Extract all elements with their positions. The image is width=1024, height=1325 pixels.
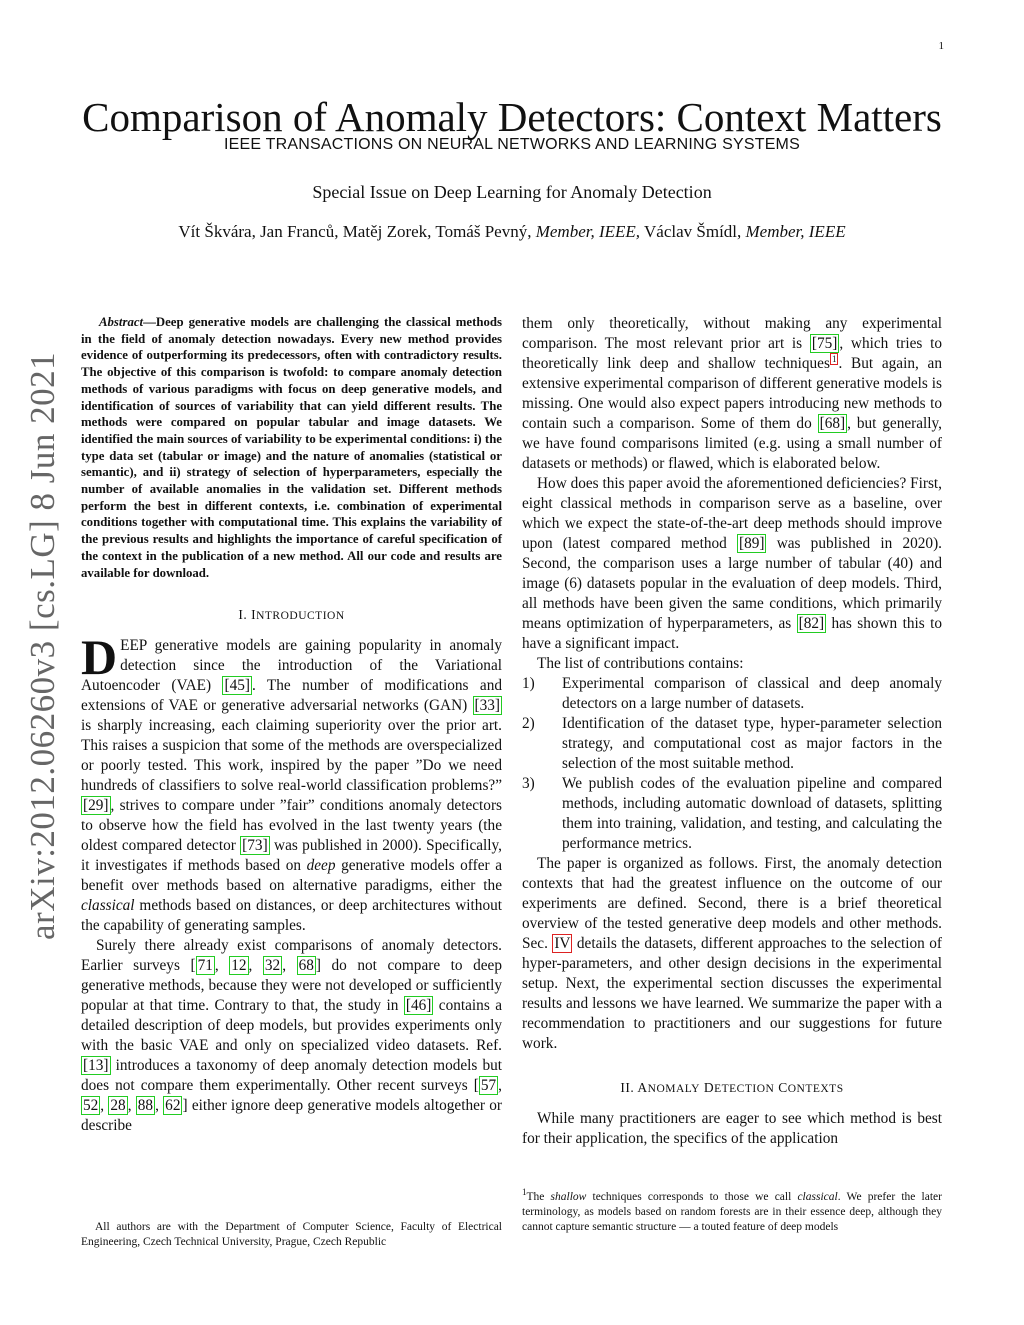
contribution-text: Identification of the dataset type, hyper-parameter selection strategy, and computational cost as major factors in the selection of the most suitable method. — [562, 715, 942, 772]
footnote-c: . We prefer the later terminology, as models based on random forests are in their essence deep, although they cannot capture semantic structure — a touted feature of deep models — [522, 1191, 942, 1233]
citation-link[interactable]: 28 — [110, 1097, 126, 1115]
footnote-classical: classical — [797, 1191, 838, 1203]
citation-link[interactable]: 12 — [231, 957, 247, 975]
contribution-text: Experimental comparison of classical and deep anomaly detectors on a large number of datasets. — [562, 675, 942, 712]
intro-p1-a: EEP generative models are gaining popularity in anomaly detection since the introduction of the Variational Autoencoder (VAE) — [81, 637, 502, 695]
intro-p1-c: is sharply increasing, each claiming superiority over the prior art. This raises a suspicion that some of the methods are overspecialized or poorly tested. This work, inspired by the paper ”Do we need hundreds of classifiers to solve real-world classification problems?” — [81, 717, 502, 795]
citation-link[interactable]: [82] — [798, 615, 825, 632]
authors-role2: Member, IEEE — [745, 222, 846, 241]
section2-numeral: II. — [620, 1080, 635, 1095]
intro-p1-b: . The number of modifications and extensions of VAE or generative adversarial networks (GAN) — [81, 677, 502, 715]
contribution-item — [522, 674, 942, 714]
citation-link[interactable]: [68] — [819, 415, 846, 432]
footnote-mark: 1 — [522, 1187, 527, 1198]
paper-title: Comparison of Anomaly Detectors: Context Matters — [82, 94, 942, 140]
intro-p1-deep: deep — [306, 857, 336, 875]
right-p1-d: , but generally, we have found comparisons limited (e.g. using a small number of datasets or methods) or flawed, which is elaborated below. — [522, 415, 942, 472]
section-anomaly-contexts-heading — [522, 1078, 942, 1099]
journal-name: IEEE TRANSACTIONS ON NEURAL NETWORKS AND LEARNING SYSTEMS — [224, 136, 800, 153]
citation-link[interactable]: 88 — [137, 1097, 154, 1115]
section-reference-link[interactable]: IV — [554, 935, 571, 952]
section2-cap2: D — [703, 1080, 715, 1095]
contributions-intro: The list of contributions contains: — [537, 655, 744, 672]
intro-p2-e: either ignore deep generative models altogether or describe — [81, 1097, 502, 1135]
citation-link[interactable]: 57 — [480, 1077, 497, 1095]
contribution-number: 1) — [522, 675, 535, 692]
authors-role1: Member, IEEE, — [535, 222, 641, 241]
citation-link[interactable]: [13] — [83, 1057, 109, 1075]
right-p2-b: was published in 2020). Second, the comparison uses a large number of tabular (40) and image (6) datasets popular in the evaluation of deep models. Third, all methods have been given the same conditions, which primarily means optimization of hyperparameters, as — [522, 535, 942, 632]
right-p1-c: . But again, an extensive experimental comparison of different generative models is missing. One would also expect papers introducing new methods to contain such a comparison. Some of them do — [522, 355, 942, 432]
section1-rest: NTRODUCTION — [256, 610, 345, 623]
citation-link[interactable]: 68 — [298, 957, 314, 975]
affiliation-footnote: All authors are with the Department of Computer Science, Faculty of Electrical Engineering, Czech Technical University, Prague, Czech Republic — [81, 1221, 502, 1248]
citation-link[interactable]: 62 — [165, 1097, 181, 1115]
section2-rest2: ETECTION — [714, 1083, 775, 1095]
intro-p2-c: contains a detailed description of deep models, but provides experiments only with the basic VAE and only on specialized video datasets. Ref. — [81, 997, 502, 1055]
right-paragraph-1 — [522, 314, 942, 474]
right-paragraph-2 — [522, 474, 942, 654]
abstract-text: —Deep generative models are challenging the classical methods in the field of anomaly detection nowadays. Every new method provides evidence of outperforming its predecessors, often with contradictory results. The objective of this comparison is twofold: to compare anomaly detection methods of various paradigms with focus on deep generative models, and identification of sources of variability that can yield different results. The methods were compared on popular tabular and image datasets. We identified the main sources of variability to be experimental conditions: i) the type data set (tabular or image) and the nature of anomalies (statistical or semantic), and ii) strategy of selection of hyperparameters, especially the number of available anomalies in the validation set. Different methods perform the best in different contexts, i.e. combination of experimental conditions together with computational time. This explains the variability of the previous results and highlights the importance of careful specification of the context in the publication of a new method. All our code and results are available for download. — [81, 315, 502, 580]
footnote-marker[interactable]: 1 — [831, 353, 837, 364]
right-column — [522, 314, 942, 1149]
special-issue: Special Issue on Deep Learning for Anomaly Detection — [312, 182, 712, 202]
section2-rest1: NOMALY — [647, 1083, 700, 1095]
right-p3-a: The paper is organized as follows. First, the anomaly detection contexts that had the greatest influence on the outcome of our experiments are defined. Second, there is a brief theoretical overview of the tested generative deep models and other methods. Sec. — [522, 855, 942, 952]
section1-numeral: I. — [238, 607, 248, 623]
citation-link[interactable]: [89] — [738, 535, 765, 552]
citation-link[interactable]: 32 — [264, 957, 281, 975]
intro-p1-e: was published in 2000). Specifically, it investigates if methods based on — [81, 837, 503, 875]
shallow-footnote — [522, 1187, 942, 1235]
intro-paragraph-1 — [81, 629, 503, 936]
intro-paragraph-2: Surely there already exist comparisons of anomaly detectors. Earlier surveys [ 71 , 12 , 32 , 68 ] do not compare to deep generative methods, because they were not developed or sufficiently popular at that time. Contrary to that, the study in [46] contains a detailed description of deep models, but provides experiments only with the basic VAE and only on specialized video datasets. Ref. [13] introduces a taxonomy of deep anomaly detection models but does not compare them experimentally. Other recent surveys [ 57 , 52 , 28 , 88 , 62 ] either ignore deep generative models altogether or describe — [81, 937, 502, 1135]
footnote-a: The — [526, 1191, 551, 1203]
contributions-list — [522, 674, 942, 854]
citation-link[interactable]: [45] — [224, 677, 250, 695]
citation-link[interactable]: 71 — [197, 957, 213, 975]
intro-p2-a: Surely there already exist comparisons of anomaly detectors. Earlier surveys — [81, 937, 502, 975]
page-number: 1 — [938, 40, 944, 52]
right-paragraph-4: While many practitioners are eager to see which method is best for their application, the specifics of the application — [522, 1110, 942, 1147]
intro-p1-classical: classical — [81, 897, 135, 915]
citation-link[interactable]: 52 — [83, 1097, 99, 1115]
left-column — [81, 314, 502, 1136]
authors-part1: Vít Škvára, Jan Franců, Matěj Zorek, Tomáš Pevný, — [178, 222, 532, 241]
section-introduction-heading — [81, 605, 502, 626]
section1-cap: I — [251, 607, 257, 623]
section2-rest3: ONTEXTS — [787, 1083, 844, 1095]
intro-p2-d: introduces a taxonomy of deep anomaly detection models but does not compare them experimentally. Other recent surveys — [81, 1057, 502, 1095]
citation-link[interactable]: [33] — [474, 697, 500, 715]
dropcap-letter: D — [81, 629, 118, 686]
intro-p1-d: , strives to compare under ”fair” conditions anomaly detectors to observe how the field has evolved in the last twenty years (the oldest compared detector — [81, 797, 502, 855]
section2-cap3: C — [778, 1080, 788, 1095]
intro-p1-g: methods based on distances, or deep architectures without the capability of generating samples. — [81, 897, 502, 935]
citation-link[interactable]: [75] — [811, 335, 838, 352]
citation-link[interactable]: [73] — [242, 837, 268, 855]
footnote-b: techniques corresponds to those we call — [586, 1191, 798, 1203]
footnote-shallow: shallow — [550, 1191, 587, 1203]
right-p2-c: has shown this to have a significant impact. — [522, 615, 942, 652]
intro-p1-f: generative models offer a benefit over methods based on alternative paradigms, either the — [81, 857, 502, 895]
right-p2-a: How does this paper avoid the aforementioned deficiencies? First, eight classical methods in comparison serve as a baseline, over which we expect the state-of-the-art deep methods should improve upon (latest compared method — [522, 475, 942, 552]
intro-p2-b: do not compare to deep generative methods, because they were not developed or sufficiently popular at that time. Contrary to that, the study in — [81, 957, 502, 1015]
contribution-item — [522, 774, 942, 854]
citation-link[interactable]: [29] — [83, 797, 109, 815]
right-p3-b: details the datasets, different approaches to the selection of hyper-parameters, and other design decisions in the experimental setup. Next, the experimental section discusses the experimental results and lessons we have learned. We summarize the paper with a recommendation to practitioners and our suggestions for future work. — [522, 935, 942, 1052]
abstract-lead: Abstract — [99, 315, 144, 329]
citation-link[interactable]: [46] — [405, 997, 432, 1015]
author-list — [0, 222, 1024, 242]
abstract — [81, 314, 502, 581]
right-p1-b: , which tries to theoretically link deep and shallow techniques — [522, 335, 942, 372]
right-p1-a: them only theoretically, without making any experimental comparison. The most relevant prior art is — [522, 315, 942, 352]
contribution-number: 3) — [522, 775, 535, 792]
arxiv-stamp: arXiv:2012.06260v3 [cs.LG] 8 Jun 2021 — [23, 351, 62, 940]
section2-cap1: A — [637, 1080, 648, 1095]
contribution-text: We publish codes of the evaluation pipeline and compared methods, including automatic download of datasets, splitting them into training, validation, and testing, and calculating the performance metrics. — [562, 775, 942, 852]
right-paragraph-3 — [522, 854, 942, 1054]
contribution-item — [522, 714, 942, 774]
authors-part2: Václav Šmídl, — [644, 222, 742, 241]
contribution-number: 2) — [522, 715, 535, 732]
